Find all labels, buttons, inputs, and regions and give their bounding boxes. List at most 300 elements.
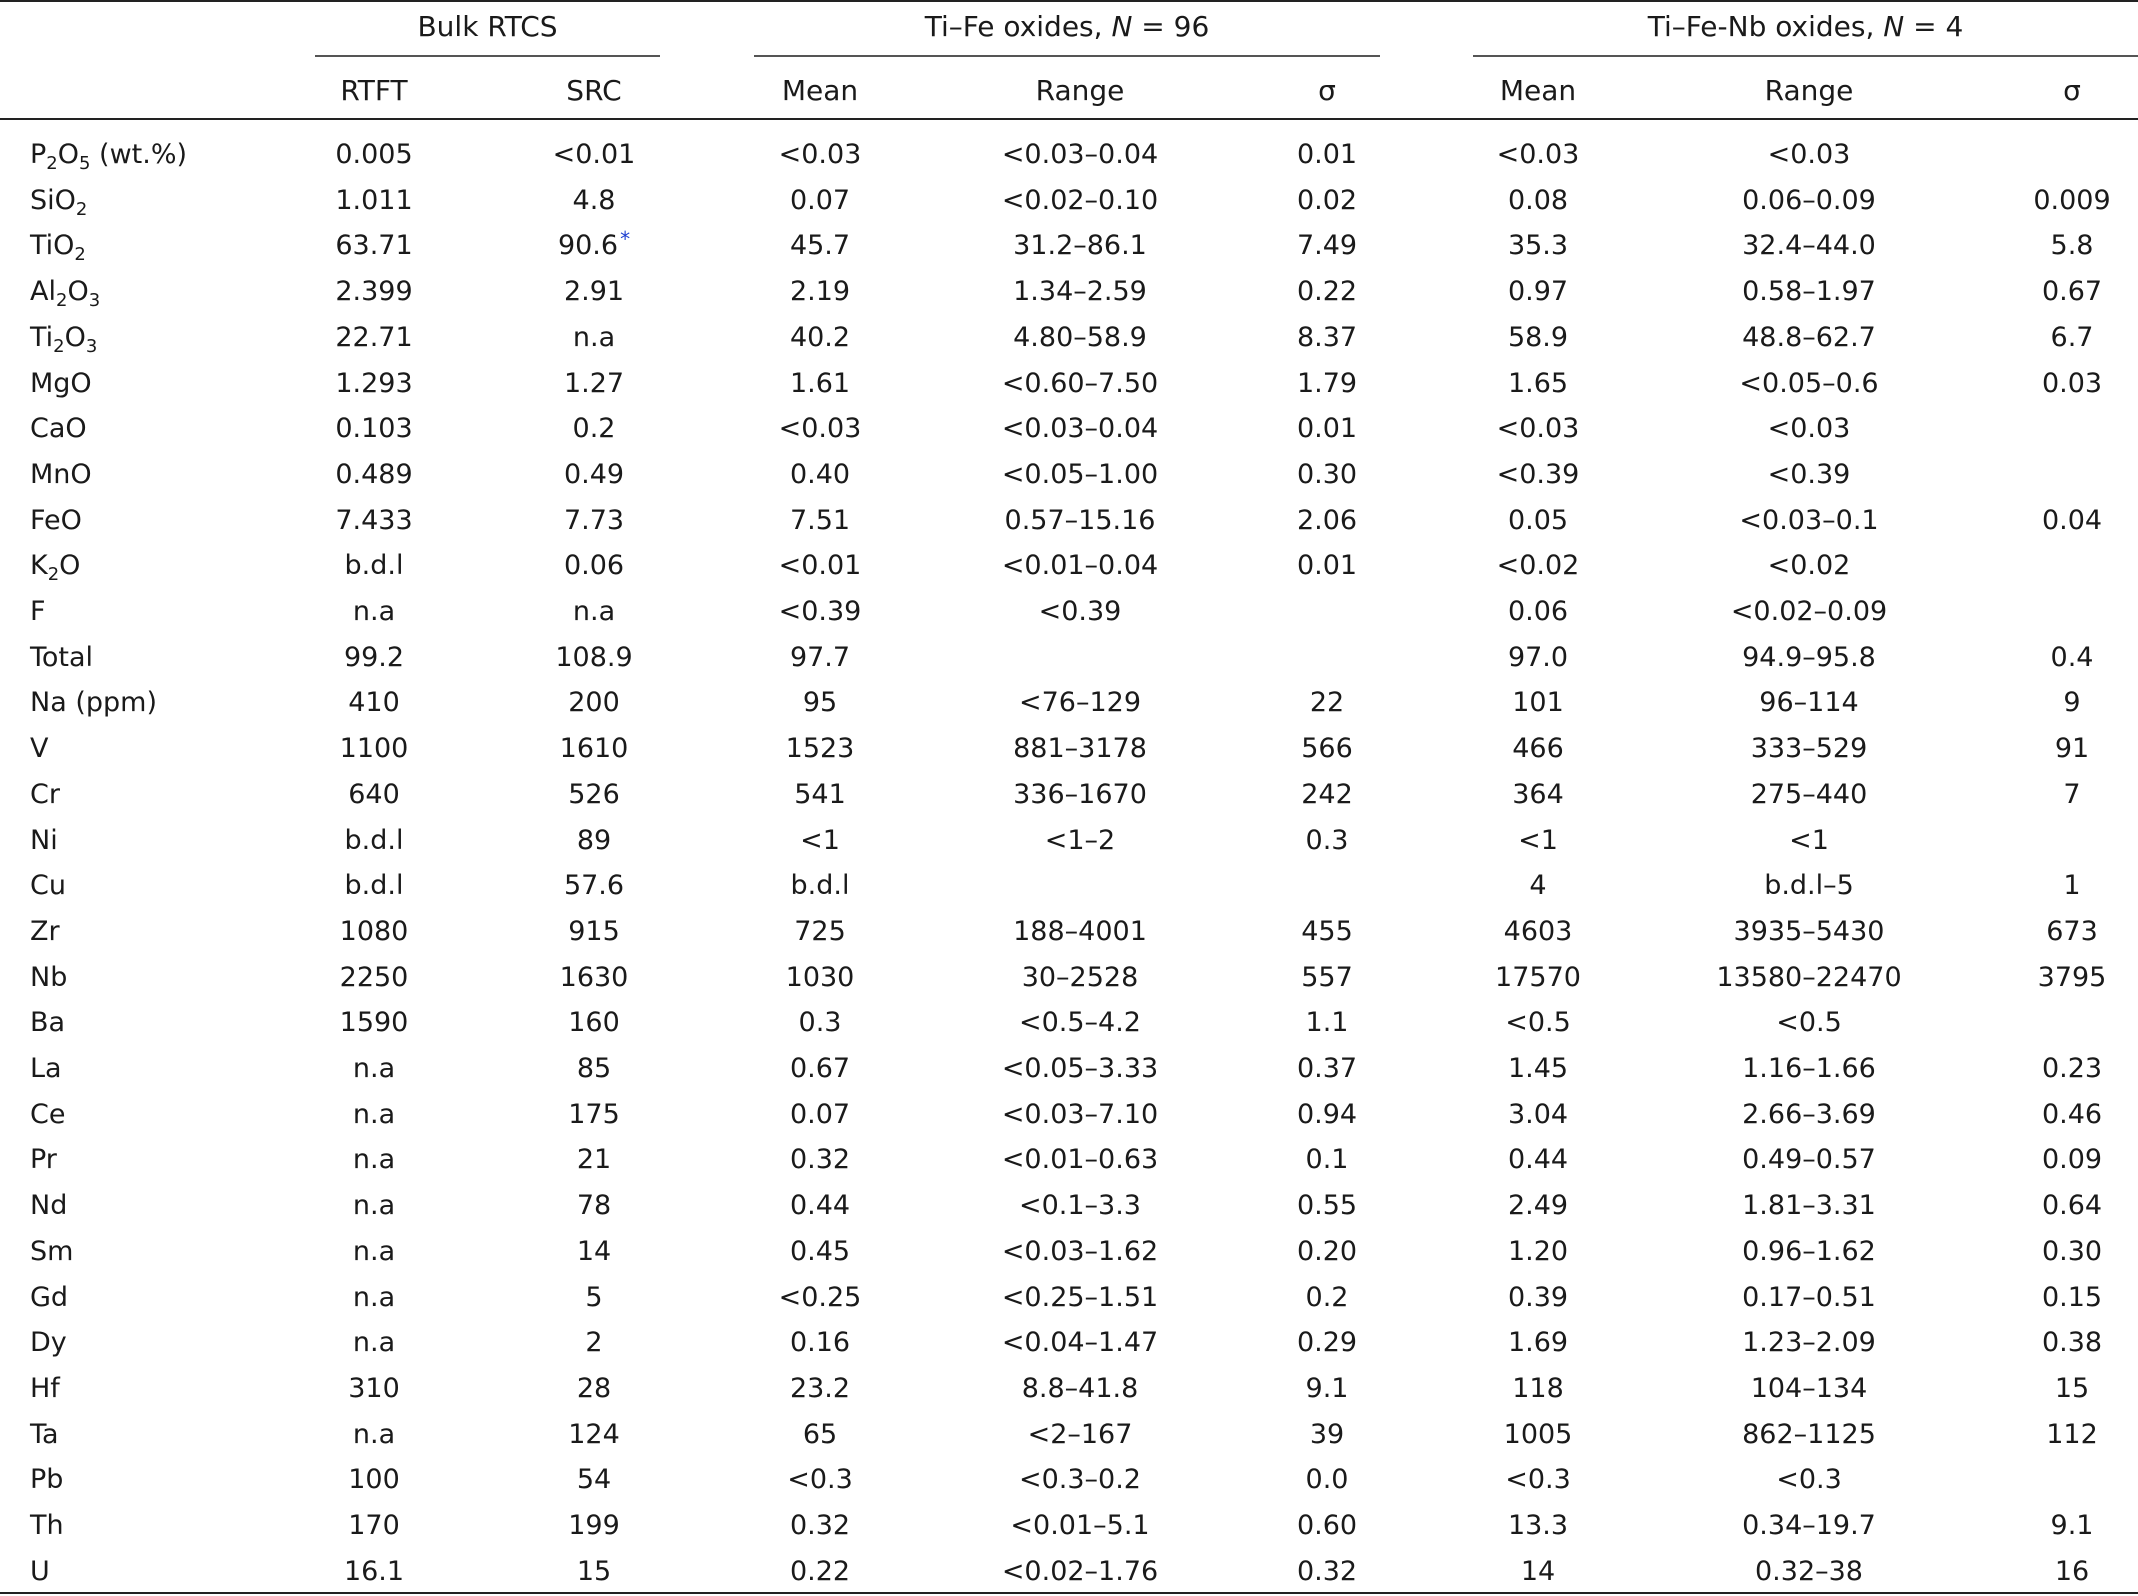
row-label: [30, 223, 310, 269]
cell-value: <0.25–1.51: [1001, 1281, 1159, 1313]
table-cell: [1659, 1275, 1959, 1321]
label-text: Pb: [30, 1464, 64, 1496]
table-cell: [1458, 1092, 1618, 1138]
table-cell: [2007, 680, 2137, 726]
table-cell: [294, 269, 454, 315]
cell-value: 0.22: [789, 1555, 851, 1587]
cell-value: <0.03–0.04: [1001, 139, 1159, 170]
table-cell: [294, 223, 454, 269]
cell-value: 0.06: [563, 550, 625, 582]
cell-value: 200: [568, 687, 620, 719]
table-cell: [740, 909, 900, 955]
cell-value: n.a: [352, 1053, 396, 1084]
table-cell: [1659, 1092, 1959, 1138]
cell-value: <0.03: [778, 413, 862, 445]
row-label: [30, 361, 310, 407]
group-header-text: Ti–Fe-Nb oxides,: [1647, 10, 1884, 43]
cell-value: 21: [576, 1144, 612, 1176]
table-cell: [514, 1275, 674, 1321]
table-cell: [1659, 909, 1959, 955]
table-cell: [514, 543, 674, 589]
cell-value: 0.17–0.51: [1742, 1281, 1876, 1313]
cell-value: b.d.l: [344, 870, 404, 902]
table-cell: [2007, 726, 2137, 772]
table-cell: [1257, 726, 1397, 772]
column-header-sigma: σ: [1318, 74, 1336, 107]
cell-value: 4.8: [572, 184, 616, 216]
group-header-ti-fe-nb-oxides: [1473, 4, 2138, 50]
table-cell: [2007, 1275, 2137, 1321]
cell-value: 673: [2046, 915, 2098, 947]
table-cell: [940, 1000, 1220, 1046]
table-cell: [1257, 1137, 1397, 1183]
cell-value: 725: [794, 915, 846, 947]
table-cell: [1257, 955, 1397, 1001]
table-cell: [1458, 1046, 1618, 1092]
label-text: F: [30, 596, 46, 627]
table-cell: [1659, 589, 1959, 635]
cell-value: 3935–5430: [1733, 915, 1885, 947]
cell-value: <1–2: [1044, 824, 1116, 856]
table-cell: [740, 132, 900, 178]
table-cell: [940, 955, 1220, 1001]
row-label: [30, 680, 310, 726]
table-cell: [1257, 1503, 1397, 1549]
row-label: [30, 589, 310, 635]
cell-value: 0.97: [1507, 276, 1569, 308]
cell-value: 0.103: [335, 413, 413, 445]
cell-value: 0.01: [1296, 413, 1358, 445]
cell-value: 0.16: [789, 1327, 851, 1359]
cell-value: 0.67: [2041, 276, 2103, 308]
row-label: [30, 1320, 310, 1366]
cell-value: 15: [2054, 1372, 2090, 1404]
table-cell: [1458, 635, 1618, 681]
column-header-mean: Mean: [1499, 74, 1577, 107]
table-cell: [514, 1549, 674, 1595]
table-cell: [2007, 772, 2137, 818]
cell-value: 0.55: [1296, 1190, 1358, 1222]
table-cell: [1257, 1046, 1397, 1092]
cell-value: 13580–22470: [1716, 961, 1902, 993]
cell-value: <0.05–0.6: [1739, 367, 1879, 399]
cell-value: <0.39: [1767, 458, 1851, 490]
label-subscript: 3: [85, 335, 98, 357]
cell-value: 1.79: [1296, 367, 1358, 399]
table-cell: [1659, 863, 1959, 909]
row-label: [30, 1046, 310, 1092]
table-cell: [294, 863, 454, 909]
cell-value: <0.03: [1767, 413, 1851, 445]
table-cell: [2007, 955, 2137, 1001]
table-cell: [294, 955, 454, 1001]
group-rule-bulk-rtcs: [315, 55, 660, 57]
label-text: Zr: [30, 915, 60, 947]
cell-value: <76–129: [1018, 687, 1141, 719]
cell-value: <0.02: [1767, 550, 1851, 582]
table-cell: [1257, 223, 1397, 269]
cell-value: 1.34–2.59: [1013, 276, 1147, 308]
cell-value: 7.49: [1296, 230, 1358, 262]
cell-value: 0.32: [789, 1144, 851, 1176]
cell-value: 0.32–38: [1755, 1555, 1863, 1587]
cell-value: 0.06–0.09: [1742, 184, 1876, 216]
cell-value: <0.02–0.10: [1001, 184, 1159, 216]
table-cell: [514, 1412, 674, 1458]
cell-value: <0.3: [787, 1464, 853, 1496]
table-cell: [1458, 1000, 1618, 1046]
cell-value: 101: [1512, 687, 1564, 719]
table-cell: [2007, 1503, 2137, 1549]
column-header-sigma: σ: [2063, 74, 2081, 107]
table-row: [0, 223, 2138, 269]
table-cell: [940, 818, 1220, 864]
cell-value: <0.60–7.50: [1001, 367, 1159, 399]
table-cell: [514, 680, 674, 726]
table-cell: [514, 818, 674, 864]
table-cell: [294, 1503, 454, 1549]
table-cell: [1659, 726, 1959, 772]
table-cell: [1659, 1137, 1959, 1183]
table-cell: [740, 1137, 900, 1183]
table-cell: [294, 1275, 454, 1321]
cell-value: b.d.l: [344, 824, 404, 856]
table-cell: [1257, 1412, 1397, 1458]
table-row: [0, 132, 2138, 178]
cell-value: 90.6: [557, 230, 619, 262]
table-cell: [940, 361, 1220, 407]
cell-value: 915: [568, 915, 620, 947]
group-rule-ti-fe-nb-oxides: [1473, 55, 2138, 57]
row-label: [30, 955, 310, 1001]
table-cell: [2007, 498, 2137, 544]
row-label: [30, 909, 310, 955]
table-cell: [2007, 863, 2137, 909]
table-cell: [294, 178, 454, 224]
table-cell: [940, 1412, 1220, 1458]
cell-value: 8.8–41.8: [1021, 1372, 1139, 1404]
table-row: [0, 1457, 2138, 1503]
table-row: [0, 863, 2138, 909]
cell-value: b.d.l: [344, 550, 404, 582]
table-cell: [2007, 1092, 2137, 1138]
table-cell: [514, 1046, 674, 1092]
table-cell: [740, 1457, 900, 1503]
table-cell: [2007, 589, 2137, 635]
table-cell: [514, 955, 674, 1001]
group-rule-ti-fe-oxides: [754, 55, 1380, 57]
table-cell: [740, 1046, 900, 1092]
label-subscript: 2: [47, 564, 60, 586]
table-cell: [1458, 1503, 1618, 1549]
group-header-bulk-rtcs: [315, 4, 660, 50]
label-text: Pr: [30, 1144, 57, 1176]
cell-value: 35.3: [1507, 230, 1569, 262]
cell-value: 0.49: [563, 458, 625, 490]
table-cell: [1257, 361, 1397, 407]
cell-value: 862–1125: [1742, 1418, 1876, 1450]
cell-value: <0.02–1.76: [1001, 1555, 1159, 1587]
table-cell: [1458, 1320, 1618, 1366]
cell-value: 5: [585, 1281, 603, 1313]
cell-value: 7.433: [335, 504, 413, 536]
table-cell: [2007, 1229, 2137, 1275]
cell-value: 54: [576, 1464, 612, 1496]
cell-value: 16: [2054, 1555, 2090, 1587]
table-cell: [1458, 1457, 1618, 1503]
label-text: CaO: [30, 413, 87, 445]
table-cell: [940, 909, 1220, 955]
table-cell: [2007, 132, 2137, 178]
table-row: [0, 1092, 2138, 1138]
table-cell: [740, 1366, 900, 1412]
cell-value: 4.80–58.9: [1013, 321, 1147, 353]
table-cell: [2007, 1183, 2137, 1229]
table-cell: [294, 406, 454, 452]
table-cell: [2007, 223, 2137, 269]
cell-value: 30–2528: [1021, 961, 1139, 993]
table-cell: [940, 863, 1220, 909]
table-cell: [1659, 406, 1959, 452]
cell-value: 0.38: [2041, 1327, 2103, 1359]
table-cell: [2007, 361, 2137, 407]
table-cell: [1458, 818, 1618, 864]
cell-value: n.a: [352, 1418, 396, 1450]
label-subscript: 3: [88, 290, 101, 312]
bottom-rule: [0, 1592, 2138, 1594]
table-cell: [940, 1046, 1220, 1092]
table-cell: [940, 1137, 1220, 1183]
table-cell: [514, 132, 674, 178]
table-cell: [514, 1457, 674, 1503]
cell-value: <0.39: [1038, 596, 1122, 627]
row-label: [30, 1183, 310, 1229]
table-cell: [740, 178, 900, 224]
table-cell: [514, 269, 674, 315]
table-cell: [940, 1320, 1220, 1366]
cell-value: 0.2: [572, 413, 616, 445]
table-cell: [514, 178, 674, 224]
label-text: Cr: [30, 778, 60, 810]
table-row: [0, 1549, 2138, 1595]
cell-value: 22: [1309, 687, 1345, 719]
group-header-text: Bulk RTCS: [417, 10, 558, 43]
cell-value: 39: [1309, 1418, 1345, 1450]
table-cell: [2007, 1366, 2137, 1412]
cell-value: 3.04: [1507, 1098, 1569, 1130]
table-cell: [294, 1092, 454, 1138]
table-cell: [2007, 1137, 2137, 1183]
group-header-italic: N: [1111, 10, 1133, 43]
table-cell: [740, 589, 900, 635]
table-row: [0, 178, 2138, 224]
table-cell: [2007, 1046, 2137, 1092]
table-cell: [2007, 543, 2137, 589]
table-cell: [294, 1000, 454, 1046]
table-cell: [740, 818, 900, 864]
label-text: O: [57, 139, 80, 170]
table-cell: [740, 543, 900, 589]
table-cell: [514, 863, 674, 909]
table-cell: [514, 1137, 674, 1183]
label-text: Cu: [30, 870, 66, 902]
cell-value: 881–3178: [1013, 733, 1147, 765]
cell-value: 0.4: [2050, 641, 2094, 673]
cell-value: <0.3: [1776, 1464, 1842, 1496]
label-subscript: 2: [53, 335, 65, 357]
table-cell: [1659, 1046, 1959, 1092]
label-text: O: [59, 550, 81, 582]
table-row: [0, 909, 2138, 955]
table-cell: [1458, 361, 1618, 407]
table-cell: [1257, 1183, 1397, 1229]
table-cell: [2007, 1549, 2137, 1595]
table-cell: [514, 361, 674, 407]
label-text: MgO: [30, 367, 92, 399]
table-cell: [1659, 498, 1959, 544]
table-cell: [294, 1229, 454, 1275]
table-cell: [940, 315, 1220, 361]
table-cell: [2007, 269, 2137, 315]
cell-value: 2: [585, 1327, 603, 1359]
cell-value: 466: [1512, 733, 1564, 765]
cell-value: 364: [1512, 778, 1564, 810]
cell-value: 1.20: [1507, 1235, 1569, 1267]
table-cell: [2007, 406, 2137, 452]
cell-value: 40.2: [789, 321, 851, 353]
cell-value: 0.60: [1296, 1510, 1358, 1541]
table-cell: [1257, 680, 1397, 726]
cell-value: 97.7: [789, 641, 851, 673]
row-label: [30, 1503, 310, 1549]
cell-value: 1.011: [335, 184, 413, 216]
cell-value: 4: [1529, 870, 1547, 902]
cell-value: 9.1: [2050, 1510, 2094, 1541]
cell-value: n.a: [352, 1190, 396, 1222]
cell-value: <0.5–4.2: [1018, 1007, 1141, 1039]
table-cell: [294, 818, 454, 864]
table-cell: [2007, 315, 2137, 361]
table-cell: [940, 498, 1220, 544]
label-text: (wt.%): [90, 139, 188, 170]
cell-value: <1: [800, 824, 840, 856]
table-cell: [1659, 1183, 1959, 1229]
cell-value: <0.03–0.1: [1739, 504, 1879, 536]
cell-value: 9: [2063, 687, 2081, 719]
table-cell: [1458, 315, 1618, 361]
table-cell: [1257, 1457, 1397, 1503]
cell-value: 310: [348, 1372, 400, 1404]
table-cell: [1458, 452, 1618, 498]
table-row: [0, 680, 2138, 726]
table-cell: [740, 1320, 900, 1366]
cell-value: 1.27: [563, 367, 625, 399]
table-cell: [740, 1503, 900, 1549]
table-cell: [940, 1229, 1220, 1275]
column-header-mean: Mean: [781, 74, 859, 107]
table-cell: [1659, 1549, 1959, 1595]
cell-value: 13.3: [1507, 1510, 1569, 1541]
cell-value: 22.71: [335, 321, 413, 353]
table-cell: [1659, 361, 1959, 407]
cell-value: 2.06: [1296, 504, 1358, 536]
row-label: [30, 178, 310, 224]
table-cell: [294, 1549, 454, 1595]
cell-value: 0.20: [1296, 1235, 1358, 1267]
cell-value: <0.1–3.3: [1018, 1190, 1141, 1222]
table-cell: [940, 223, 1220, 269]
table-cell: [940, 452, 1220, 498]
cell-value: 89: [576, 824, 612, 856]
table-row: [0, 635, 2138, 681]
cell-value: 1610: [559, 733, 629, 765]
table-cell: [1257, 498, 1397, 544]
footnote-marker[interactable]: *: [620, 227, 631, 252]
table-cell: [514, 1092, 674, 1138]
cell-value: 104–134: [1750, 1372, 1868, 1404]
cell-value: 640: [348, 778, 400, 810]
cell-value: 32.4–44.0: [1742, 230, 1876, 262]
table-row: [0, 498, 2138, 544]
table-cell: [514, 589, 674, 635]
cell-value: 1.45: [1507, 1053, 1569, 1084]
label-text: P: [30, 139, 47, 170]
cell-value: <0.03: [1496, 413, 1580, 445]
table-cell: [2007, 178, 2137, 224]
cell-value: 14: [1520, 1555, 1556, 1587]
label-text: U: [30, 1555, 50, 1587]
table-cell: [1458, 1229, 1618, 1275]
table-cell: [2007, 909, 2137, 955]
table-row: [0, 406, 2138, 452]
table-cell: [1659, 1000, 1959, 1046]
table-cell: [1257, 1092, 1397, 1138]
cell-value: <0.03: [1767, 139, 1851, 170]
table-row: [0, 1320, 2138, 1366]
table-cell: [2007, 818, 2137, 864]
table-cell: [1257, 1000, 1397, 1046]
table-cell: [1458, 543, 1618, 589]
cell-value: 526: [568, 778, 620, 810]
table-cell: [1257, 315, 1397, 361]
label-text: TiO: [30, 230, 75, 262]
cell-value: 58.9: [1507, 321, 1569, 353]
table-cell: [740, 1092, 900, 1138]
cell-value: <0.02: [1496, 550, 1580, 582]
cell-value: 0.01: [1296, 550, 1358, 582]
table-cell: [294, 361, 454, 407]
table-cell: [1659, 1503, 1959, 1549]
label-text: Ta: [30, 1418, 59, 1450]
table-cell: [1458, 1137, 1618, 1183]
cell-value: 85: [576, 1053, 612, 1084]
table-cell: [1458, 1412, 1618, 1458]
group-header-text: = 96: [1132, 10, 1210, 43]
cell-value: 99.2: [343, 641, 405, 673]
label-text: Gd: [30, 1281, 69, 1313]
table-cell: [740, 1275, 900, 1321]
cell-value: 2.66–3.69: [1742, 1098, 1876, 1130]
cell-value: 0.58–1.97: [1742, 276, 1876, 308]
cell-value: 118: [1512, 1372, 1564, 1404]
cell-value: 410: [348, 687, 400, 719]
cell-value: 1080: [339, 915, 409, 947]
cell-value: 0.32: [789, 1510, 851, 1541]
cell-value: 5.8: [2050, 230, 2094, 262]
table-cell: [514, 1366, 674, 1412]
cell-value: 23.2: [789, 1372, 851, 1404]
cell-value: 17570: [1495, 961, 1581, 993]
